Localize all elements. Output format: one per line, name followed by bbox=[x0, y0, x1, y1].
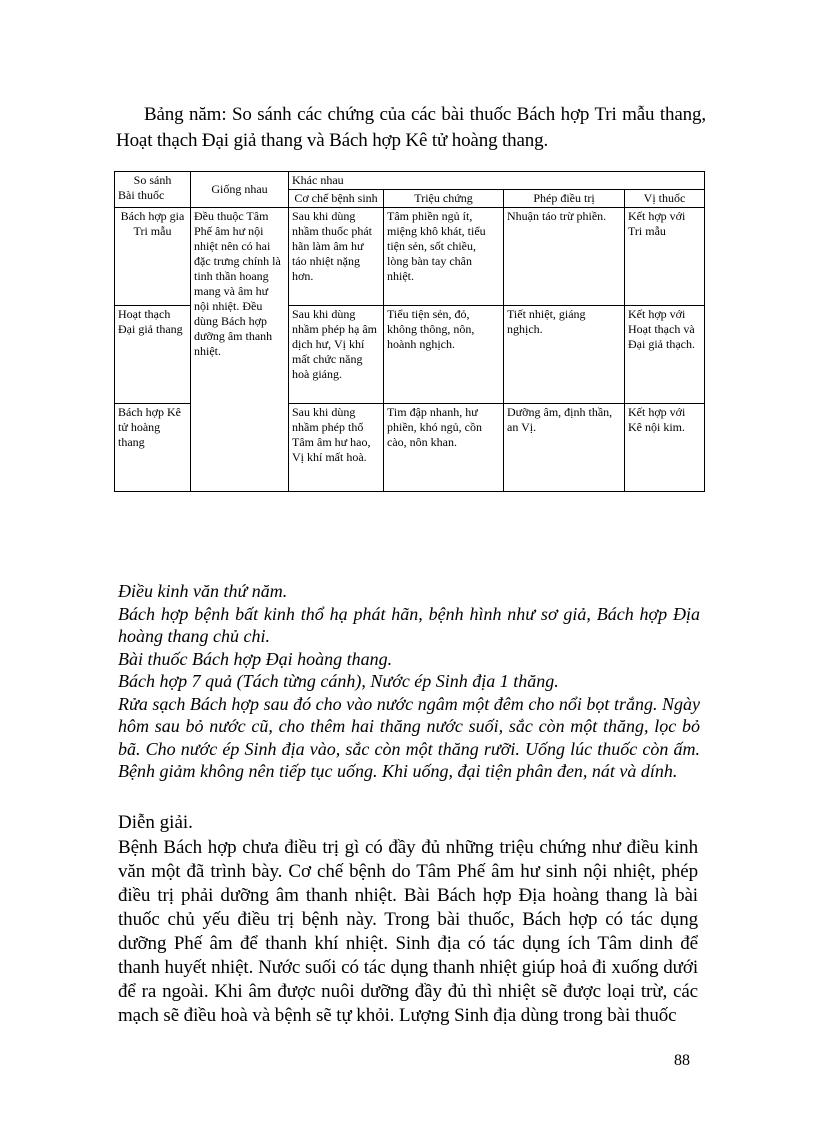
row-name-cell: Bách hợp gia Tri mẫu bbox=[115, 208, 191, 306]
phep-dieu-tri-header: Phép điều trị bbox=[504, 190, 625, 208]
trieu-chung-header: Triệu chứng bbox=[384, 190, 504, 208]
co-che-cell: Sau khi dùng nhầm phép hạ âm dịch hư, Vị khí mất chức năng hoà giáng. bbox=[289, 306, 384, 404]
vi-thuoc-cell: Kết hợp với Hoạt thạch và Đại giả thạch. bbox=[625, 306, 705, 404]
row-name-cell: Bách hợp Kê tử hoàng thang bbox=[115, 404, 191, 492]
vi-thuoc-header: Vị thuốc bbox=[625, 190, 705, 208]
dien-giai-label: Diễn giải. bbox=[118, 812, 193, 833]
table-row bbox=[115, 208, 705, 306]
giong-nhau-header: Giống nhau bbox=[191, 172, 289, 208]
italic-line: Điều kinh văn thứ năm. bbox=[118, 581, 288, 601]
khac-nhau-header: Khác nhau bbox=[289, 172, 705, 190]
trieu-chung-cell: Tâm phiền ngủ ít, miệng khô khát, tiểu tiện sẻn, sốt chiều, lòng bàn tay chân nhiệt. bbox=[384, 208, 504, 306]
row-name-cell: Hoạt thạch Đại giả thang bbox=[115, 306, 191, 404]
common-cell: Đều thuộc Tâm Phế âm hư nội nhiệt nên có hai đặc trưng chính là tinh thần hoang mang và âm hư nội nhiệt. Đều dùng Bách hợp dưỡng âm thanh nhiệt. bbox=[191, 208, 289, 492]
co-che-cell: Sau khi dùng nhầm phép thổ Tâm âm hư hao, Vị khí mất hoà. bbox=[289, 404, 384, 492]
italic-line: Bài thuốc Bách hợp Đại hoàng thang. bbox=[118, 648, 393, 669]
classic-text-block bbox=[118, 580, 700, 783]
table-header-row bbox=[115, 172, 705, 190]
page-number: 88 bbox=[674, 1052, 690, 1069]
italic-line: Rửa sạch Bách hợp sau đó cho vào nước ngâm một đêm cho nổi bọt trắng. Ngày hôm sau bỏ nước cũ, cho thêm hai thăng nước suối, sắc còn một thăng, lọc bỏ bã. Cho nước ép Sinh địa vào, sắc còn một thăng rưỡi. Uống lúc thuốc còn ấm. Bệnh giảm không nên tiếp tục uống. Khi uống, đại tiện phân đen, nát và dính. bbox=[118, 693, 700, 781]
corner-bottom-label: Bài thuốc bbox=[118, 188, 165, 202]
corner-top-label: So sánh bbox=[133, 173, 172, 187]
italic-line: Bách hợp 7 quả (Tách từng cánh), Nước ép Sinh địa 1 thăng. bbox=[118, 671, 559, 691]
co-che-header: Cơ chế bệnh sinh bbox=[289, 190, 384, 208]
phep-dieu-tri-cell: Dưỡng âm, định thần, an Vị. bbox=[504, 404, 625, 492]
co-che-cell: Sau khi dùng nhầm thuốc phát hãn làm âm hư táo nhiệt nặng hơn. bbox=[289, 208, 384, 306]
phep-dieu-tri-cell: Nhuận táo trừ phiền. bbox=[504, 208, 625, 306]
italic-line: Bách hợp bệnh bất kinh thổ hạ phát hãn, bệnh hình như sơ giả, Bách hợp Địa hoàng thang chủ chi. bbox=[118, 603, 700, 646]
phep-dieu-tri-cell: Tiết nhiệt, giáng nghịch. bbox=[504, 306, 625, 404]
vi-thuoc-cell: Kết hợp với Tri mẫu bbox=[625, 208, 705, 306]
table-caption: Bảng năm: So sánh các chứng của các bài thuốc Bách hợp Tri mẫu thang, Hoạt thạch Đại giả thang và Bách hợp Kê tử hoàng thang. bbox=[116, 104, 706, 151]
comparison-table bbox=[114, 171, 705, 492]
trieu-chung-cell: Tim đập nhanh, hư phiền, khó ngủ, cồn cào, nôn khan. bbox=[384, 404, 504, 492]
body-paragraph: Bệnh Bách hợp chưa điều trị gì có đầy đủ những triệu chứng như điều kinh văn một đã trình bày. Cơ chế bệnh do Tâm Phế âm hư sinh nội nhiệt, phép điều trị phải dưỡng âm thanh nhiệt. Bài Bách hợp Địa hoàng thang là bài thuốc chủ yếu điều trị bệnh này. Trong bài thuốc, Bách hợp có tác dụng dưỡng Phế âm để thanh khí nhiệt. Sinh địa có tác dụng ích Tâm dinh để thanh huyết nhiệt. Nước suối có tác dụng thanh nhiệt giúp hoả đi xuống dưới để ra ngoài. Khi âm được nuôi dưỡng đầy đủ thì nhiệt sẽ được loại trừ, các mạch sẽ điều hoà và bệnh sẽ tự khỏi. Lượng Sinh địa dùng trong bài thuốc bbox=[118, 837, 698, 1026]
trieu-chung-cell: Tiểu tiện sẻn, đỏ, không thông, nôn, hoành nghịch. bbox=[384, 306, 504, 404]
vi-thuoc-cell: Kết hợp với Kê nội kim. bbox=[625, 404, 705, 492]
corner-header-cell bbox=[115, 172, 191, 208]
